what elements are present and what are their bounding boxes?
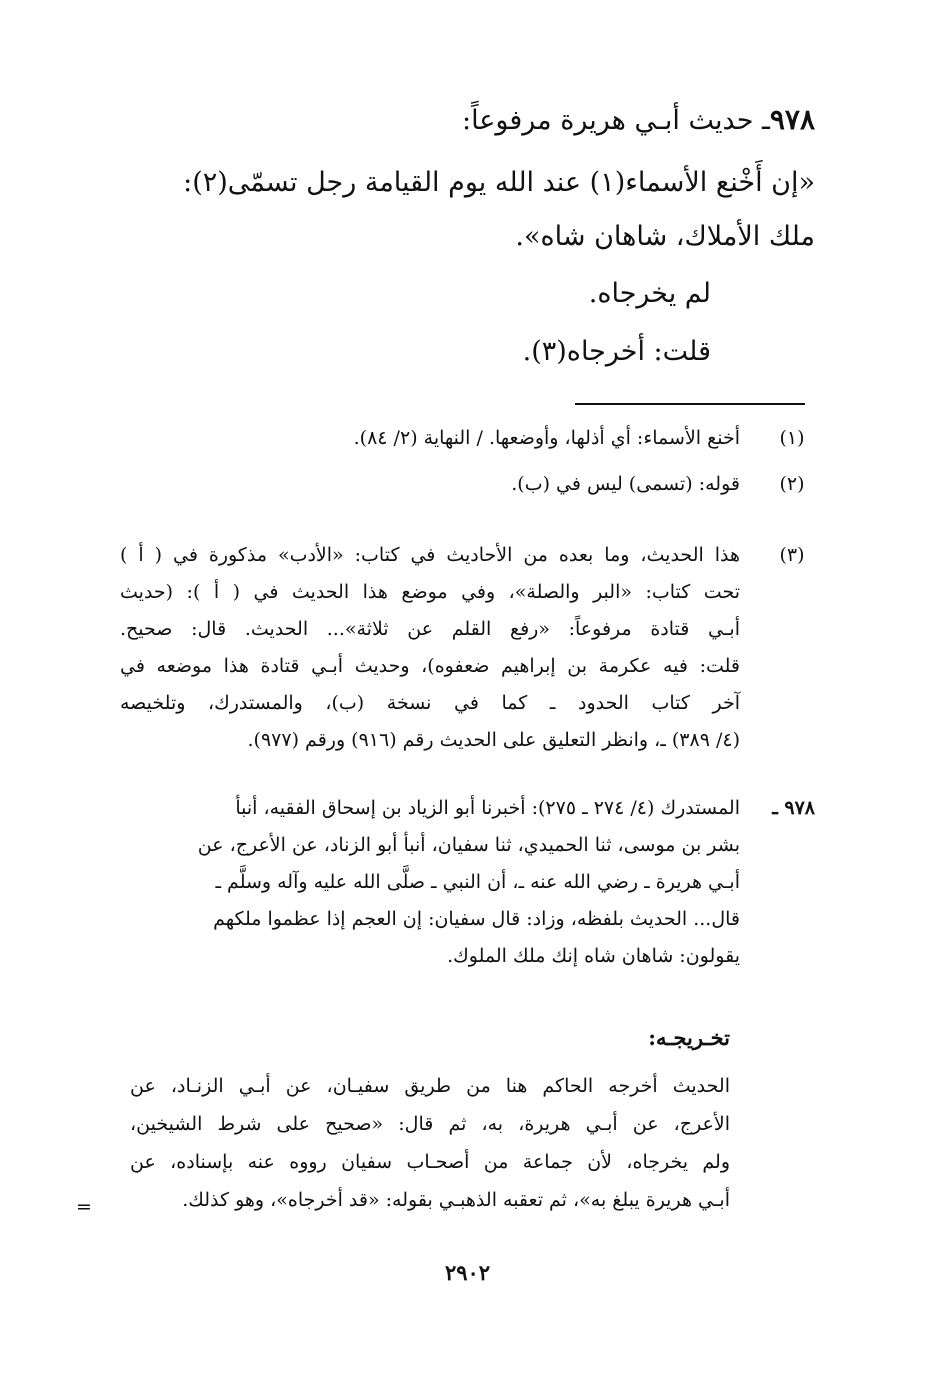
footnote-body <box>120 537 740 759</box>
source-reference-body <box>120 790 740 975</box>
continued-mark: = <box>76 1196 92 1218</box>
takhrij-line: الأعرج، عن أبـي هريرة، به، ثم قال: «صحيح على شرط الشيخين، <box>130 1113 730 1135</box>
footnote-line: أبـي قتادة مرفوعاً: «رفع القلم عن ثلاثة»... الحديث. قال: صحيح. <box>120 618 740 640</box>
source-reference-number: ٩٧٨ ـ <box>772 797 815 819</box>
page-number: ٢٩٠٢ <box>444 1260 491 1285</box>
takhrij-line: الحديث أخرجه الحاكم هنا من طريق سفيـان، عن أبـي الزنـاد، عن <box>130 1075 730 1097</box>
footnote-number: (١) <box>779 427 805 449</box>
hadith-title <box>115 100 815 141</box>
footnote-separator <box>575 403 805 405</box>
hadith-matn-line-1: «إن أَخْنع الأسماء(١) عند الله يوم القيامة رجل تسمّى(٢): <box>183 167 815 198</box>
source-reference-line: أبـي هريرة ـ رضي الله عنه ـ، أن النبي ـ صلَّى الله عليه وآله وسلَّم ـ <box>215 871 740 893</box>
takhrij-line: أبـي هريرة يبلغ به»، ثم تعقبه الذهبـي بقوله: «قد أخرجاه»، وهو كذلك. <box>182 1189 730 1211</box>
source-reference-line: بشر بن موسى، ثنا الحميدي، ثنا سفيان، أنبأ أبو الزناد، عن الأعرج، عن <box>197 834 740 856</box>
footnote-line: تحت كتاب: «البر والصلة»، وفي موضع هذا الحديث في ( أ ): (حديث <box>120 581 740 603</box>
footnote-line: هذا الحديث، وما بعده من الأحاديث في كتاب: «الأدب» مذكورة في ( أ ) <box>120 544 740 566</box>
hadith-number: ٩٧٨ <box>769 103 815 136</box>
footnote-body <box>511 466 740 503</box>
footnote-line: (٤/ ٣٨٩) ـ، وانظر التعليق على الحديث رقم (٩١٦) ورقم (٩٧٧). <box>247 729 740 751</box>
footnote-body <box>354 420 740 457</box>
footnote-line: آخر كتاب الحدود ـ كما في نسخة (ب)، والمستدرك، وتلخيصه <box>120 692 740 714</box>
takhrij-heading: تخـريجـه: <box>648 1025 730 1050</box>
hadith-block <box>115 100 815 367</box>
footnote-number: (٢) <box>779 473 805 495</box>
source-reference-line: المستدرك (٤/ ٢٧٤ ـ ٢٧٥): أخبرنا أبو الزياد بن إسحاق الفقيه، أنبأ <box>235 797 740 819</box>
footnote-line: أخنع الأسماء: أي أذلها، وأوضعها. / النهاية (٢/ ٨٤). <box>353 427 740 449</box>
footnote-line: قلت: فيه عكرمة بن إبراهيم ضعفوه)، وحديث أبـي قتادة هذا موضعه في <box>120 655 740 677</box>
hadith-title-text: ـ حديث أبـي هريرة مرفوعاً: <box>461 105 770 136</box>
source-reference-line: قال... الحديث بلفظه، وزاد: قال سفيان: إن العجم إذا عظموا ملكهم <box>213 908 740 930</box>
footnote-line: قوله: (تسمى) ليس في (ب). <box>511 473 740 495</box>
lam-yukhrijah-text: لم يخرجاه. <box>588 278 711 309</box>
hadith-matn-line-2: ملك الأملاك، شاهان شاه». <box>515 221 815 252</box>
qultu-text: قلت: أخرجاه(٣). <box>522 336 711 367</box>
footnote-number: (٣) <box>779 544 805 566</box>
takhrij-body <box>130 1067 730 1219</box>
source-reference-line: يقولون: شاهان شاه إنك ملك الملوك. <box>447 945 740 967</box>
takhrij-line: ولم يخرجاه، لأن جماعة من أصحـاب سفيان رووه عنه بإسناده، عن <box>130 1151 730 1173</box>
